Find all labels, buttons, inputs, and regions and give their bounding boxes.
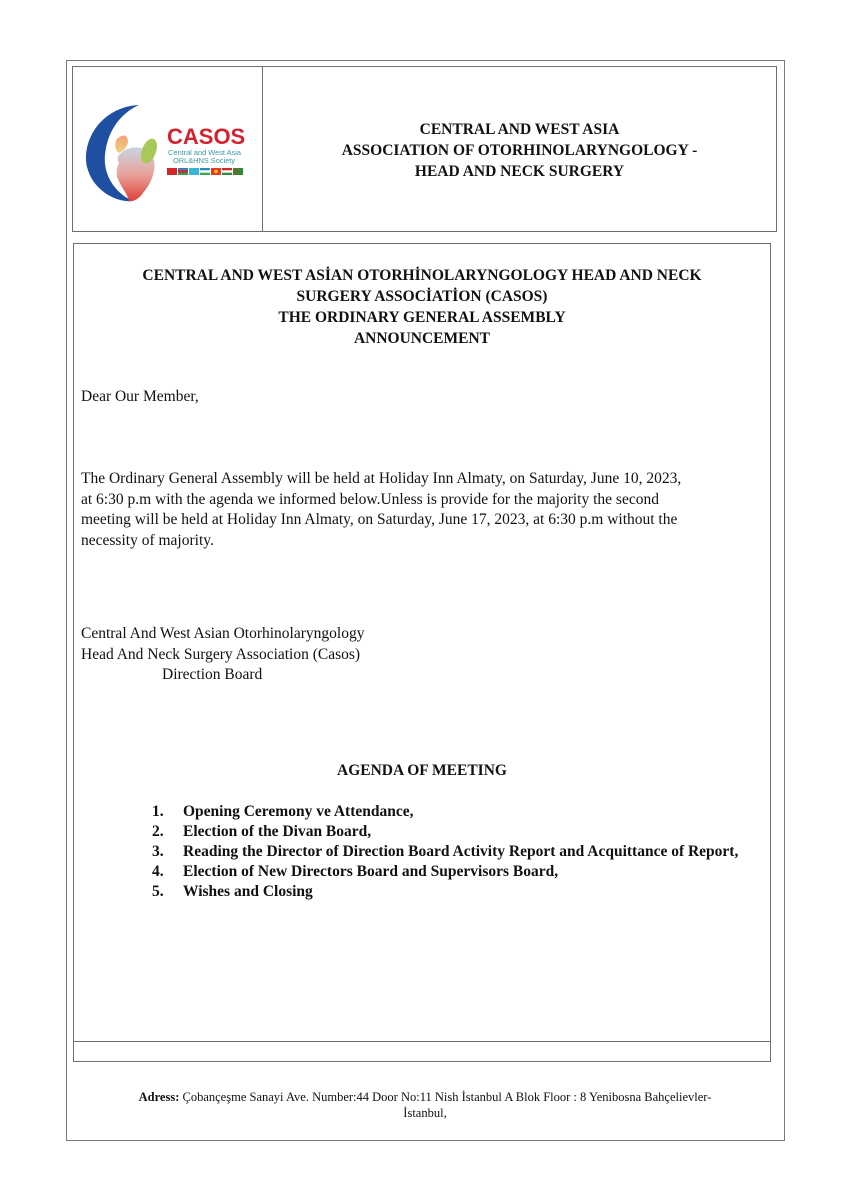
announcement-box	[73, 243, 771, 1062]
logo-tagline-line1: Central and West Asia	[168, 148, 241, 157]
agenda-item	[152, 842, 752, 862]
announcement-body	[81, 469, 681, 551]
agenda-item	[152, 862, 752, 882]
address-label: Adress:	[138, 1090, 180, 1104]
agenda-item	[152, 882, 752, 902]
signature-line: Direction Board	[162, 666, 263, 683]
body-line: meeting will be held at Holiday Inn Almaty, on Saturday, June 17, 2023, at 6:30 p.m without the	[81, 511, 678, 528]
agenda-title: AGENDA OF MEETING	[337, 762, 507, 779]
signature-line: Head And Neck Surgery Association (Casos)	[81, 645, 361, 663]
logo-tagline-line2: ORL&HNS Society	[173, 156, 236, 165]
agenda-item-text: Reading the Director of Direction Board Activity Report and Acquittance of Report,	[183, 843, 739, 860]
flag-turkey	[167, 168, 177, 175]
letterhead-title	[263, 67, 776, 231]
document-title-line: ANNOUNCEMENT	[353, 330, 491, 347]
signature-line: Central And West Asian Otorhinolaryngology	[81, 625, 365, 642]
flag-kazakhstan	[189, 168, 199, 175]
signature-block	[81, 624, 364, 686]
agenda-item-text: Election of New Directors Board and Supervisors Board,	[183, 863, 559, 880]
agenda-item-number: 4.	[152, 863, 164, 880]
agenda-item-text: Wishes and Closing	[183, 883, 313, 900]
logo-brand-text: CASOS	[167, 124, 246, 149]
flags-strip	[167, 168, 243, 175]
logo-cell	[73, 67, 263, 231]
box-divider	[74, 1041, 770, 1042]
agenda-item-number: 1.	[152, 803, 164, 820]
body-line: necessity of majority.	[81, 531, 214, 549]
document-title-line: THE ORDINARY GENERAL ASSEMBLY	[278, 309, 566, 326]
footer-address	[80, 1089, 770, 1121]
agenda-item-number: 3.	[152, 843, 164, 860]
salutation: Dear Our Member,	[81, 388, 199, 405]
body-line: The Ordinary General Assembly will be held at Holiday Inn Almaty, on Saturday, June 10, 2023,	[81, 470, 682, 487]
flag-turkmenistan	[233, 168, 243, 175]
letterhead-table	[72, 66, 777, 232]
agenda-item-number: 2.	[152, 823, 164, 840]
document-title	[74, 265, 770, 349]
letterhead-title-line: CENTRAL AND WEST ASIA	[419, 120, 620, 138]
agenda-item-number: 5.	[152, 883, 164, 900]
document-title-line: SURGERY ASSOCİATİON (CASOS)	[296, 288, 548, 305]
casos-logo	[81, 101, 257, 205]
letterhead-title-line: HEAD AND NECK SURGERY	[414, 162, 625, 180]
agenda-item	[152, 822, 752, 842]
agenda-list	[152, 802, 752, 902]
agenda-item	[152, 802, 752, 822]
address-text: Çobançeşme Sanayi Ave. Number:44 Door No:11 Nish İstanbul A Blok Floor : 8 Yenibosna Bahçelievler-	[179, 1090, 712, 1104]
agenda-item-text: Election of the Divan Board,	[183, 823, 372, 840]
body-line: at 6:30 p.m with the agenda we informed below.Unless is provide for the majority the second	[81, 490, 659, 508]
document-title-line: CENTRAL AND WEST ASİAN OTORHİNOLARYNGOLOGY HEAD AND NECK	[142, 267, 702, 284]
address-text-line2: İstanbul,	[403, 1106, 447, 1120]
agenda-item-text: Opening Ceremony ve Attendance,	[183, 803, 414, 820]
letterhead-title-line: ASSOCIATION OF OTORHINOLARYNGOLOGY -	[341, 141, 698, 159]
